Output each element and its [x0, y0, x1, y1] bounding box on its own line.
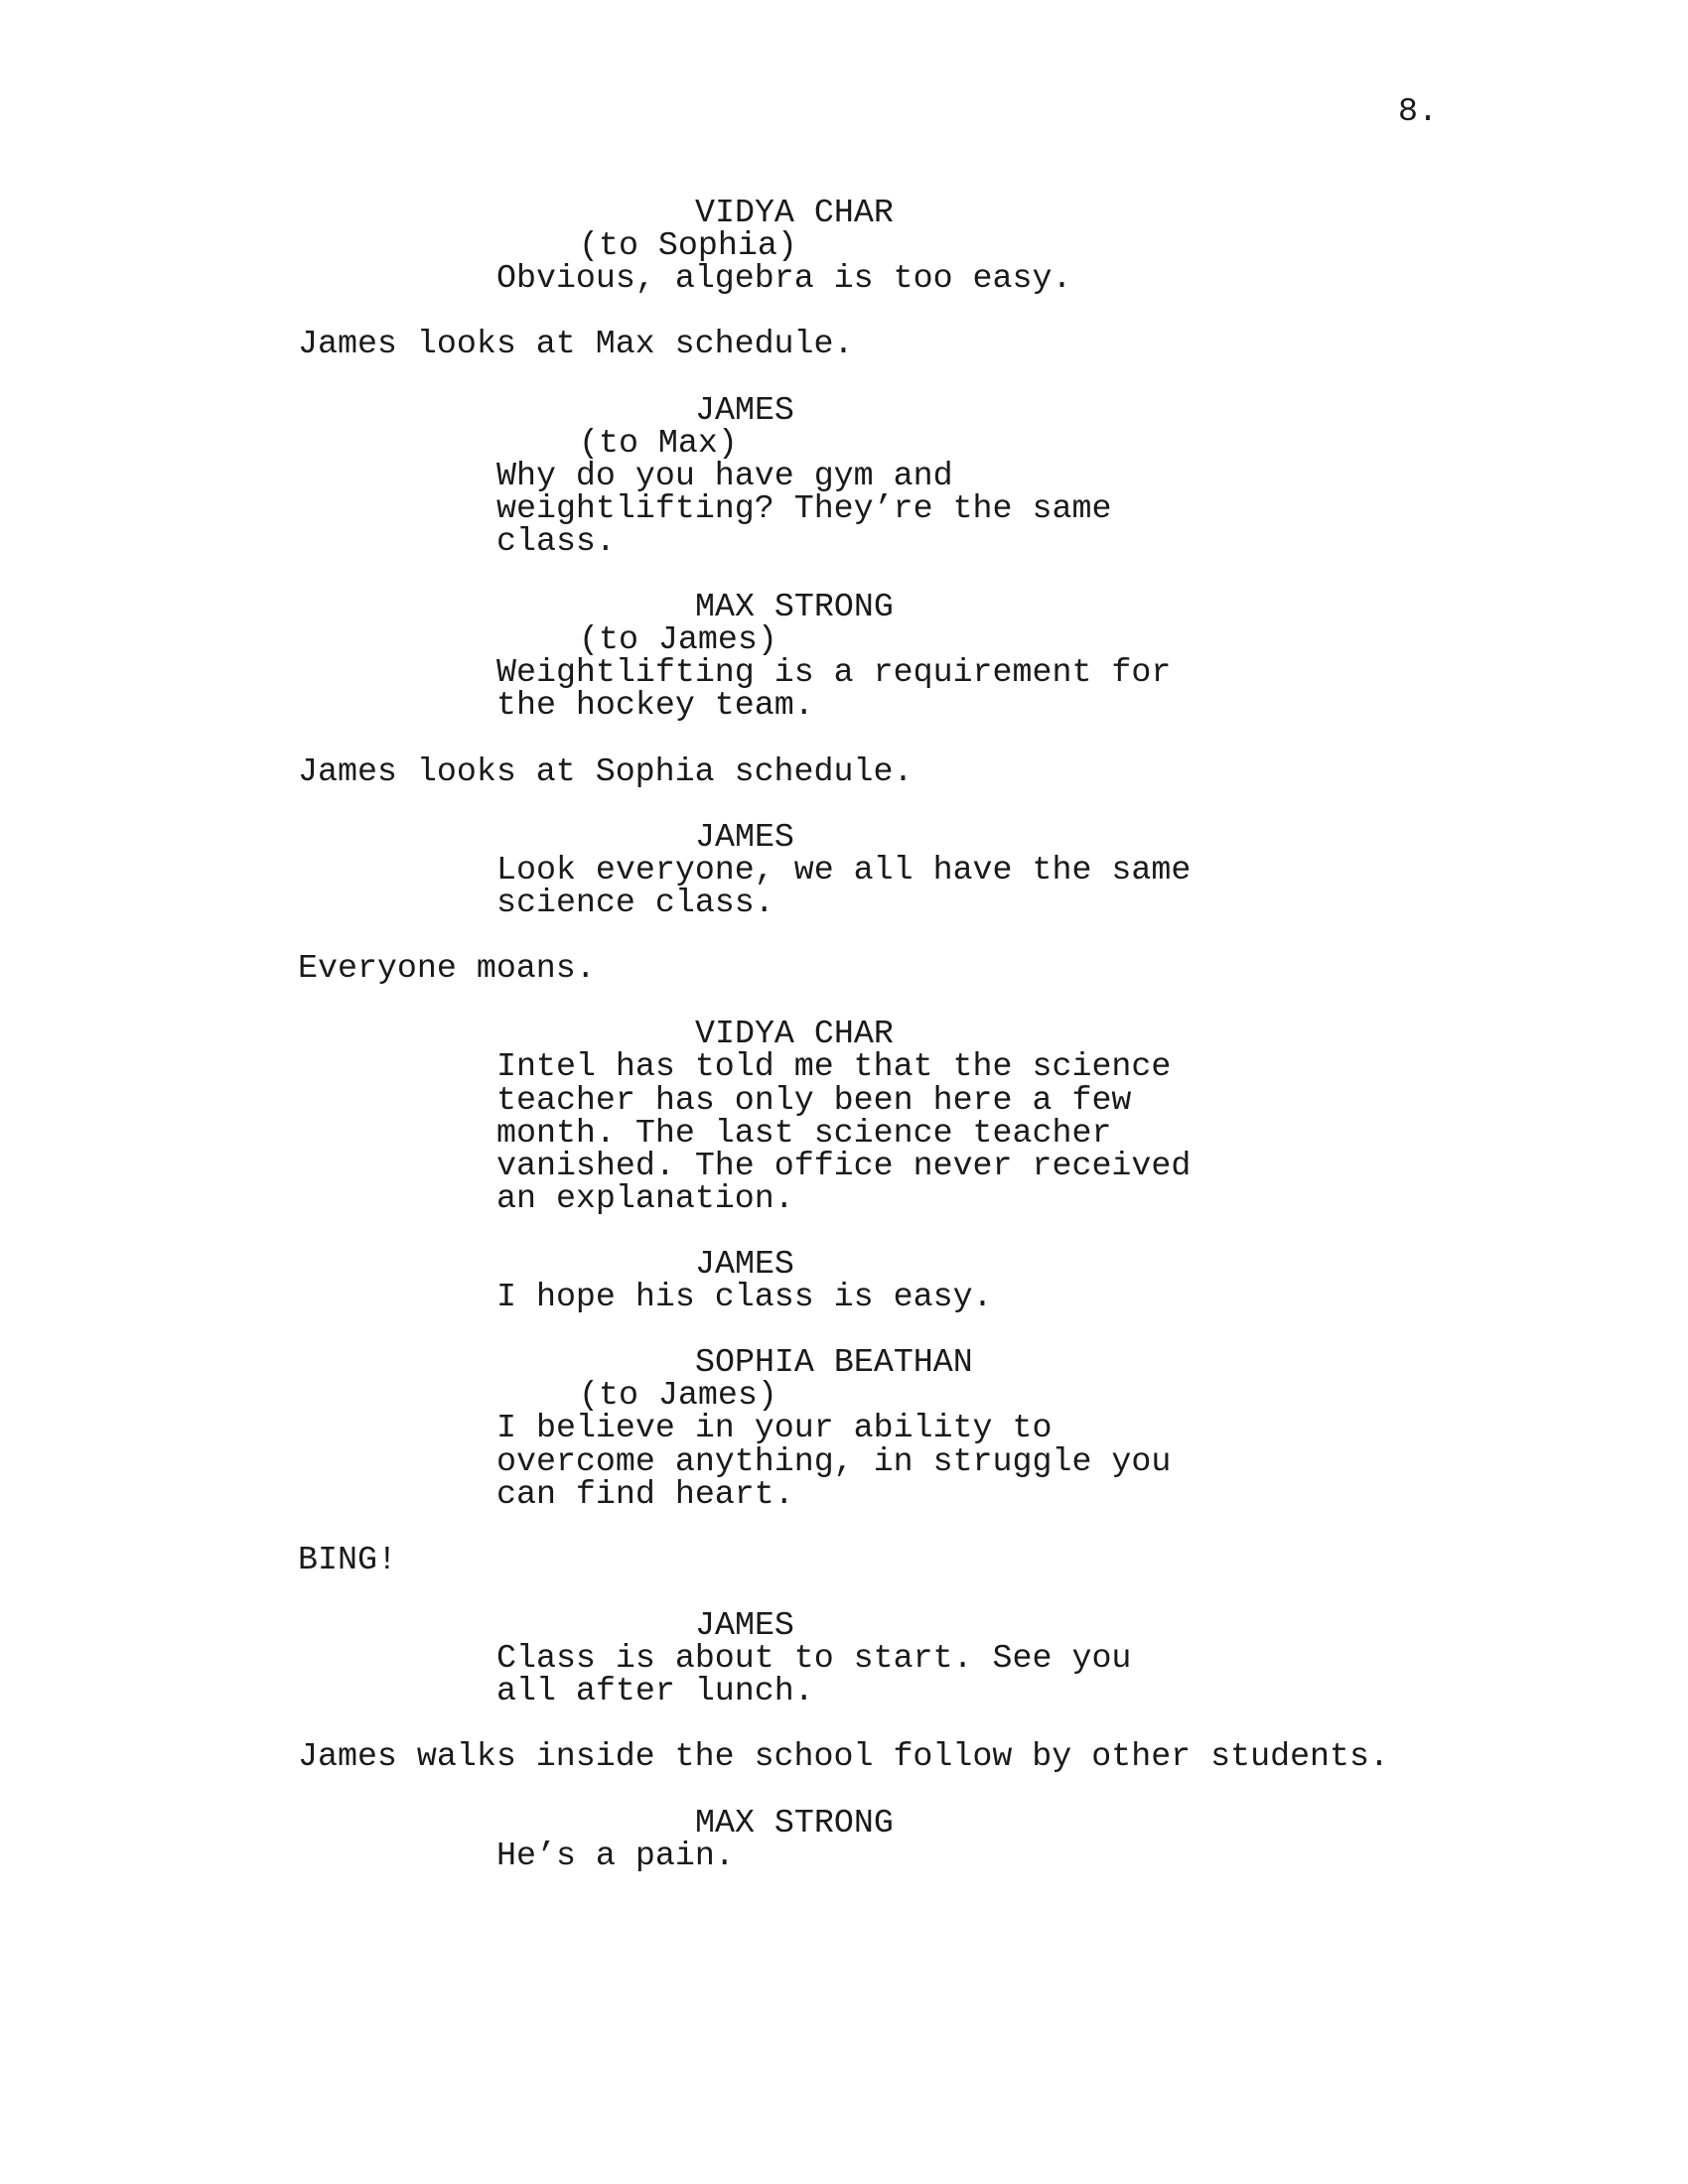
- screenplay-body: [298, 194, 1440, 1874]
- character-name: JAMES: [695, 1245, 794, 1283]
- action-block: [298, 1737, 1440, 1776]
- parenthetical: (to James): [579, 620, 777, 659]
- dialogue-line: month. The last science teacher: [496, 1113, 1112, 1152]
- dialogue-line: Obvious, algebra is too easy.: [496, 259, 1072, 298]
- character-name: SOPHIA BEATHAN: [695, 1343, 973, 1382]
- dialogue-line: the hockey team.: [496, 686, 814, 725]
- character-name: VIDYA CHAR: [695, 194, 894, 231]
- block-spacer: [298, 1313, 1440, 1346]
- block-spacer: [298, 558, 1440, 591]
- dialogue-line: Why do you have gym and: [496, 456, 953, 494]
- block-spacer: [298, 360, 1440, 393]
- block-spacer: [298, 295, 1440, 328]
- block-spacer: [298, 985, 1440, 1018]
- block-spacer: [298, 723, 1440, 755]
- dialogue-line: science class.: [496, 883, 774, 921]
- dialogue-block: [298, 194, 1440, 298]
- page-number: 8.: [1398, 92, 1438, 130]
- action-block: [298, 1540, 1440, 1578]
- character-name: JAMES: [695, 1606, 794, 1645]
- block-spacer: [298, 1576, 1440, 1609]
- action-block: [298, 325, 1440, 363]
- dialogue-line: Look everyone, we all have the same: [496, 850, 1192, 888]
- block-spacer: [298, 1511, 1440, 1544]
- parenthetical: (to Sophia): [579, 226, 797, 265]
- character-name: VIDYA CHAR: [695, 1015, 894, 1053]
- dialogue-block: [298, 1245, 1440, 1316]
- character-name: MAX STRONG: [695, 588, 894, 626]
- dialogue-block: [298, 1343, 1440, 1513]
- dialogue-line: an explanation.: [496, 1178, 794, 1217]
- character-name: JAMES: [695, 817, 794, 856]
- action-block: [298, 949, 1440, 988]
- block-spacer: [298, 1215, 1440, 1248]
- dialogue-line: class.: [496, 521, 616, 560]
- dialogue-line: all after lunch.: [496, 1672, 814, 1710]
- dialogue-line: Class is about to start. See you: [496, 1639, 1132, 1678]
- action-line: BING!: [298, 1540, 397, 1578]
- dialogue-line: He’s a pain.: [496, 1836, 735, 1874]
- dialogue-line: overcome anything, in struggle you: [496, 1441, 1172, 1480]
- dialogue-line: vanished. The office never received: [496, 1146, 1192, 1184]
- dialogue-block: [298, 588, 1440, 725]
- dialogue-line: weightlifting? They’re the same: [496, 488, 1112, 527]
- dialogue-line: I hope his class is easy.: [496, 1278, 993, 1316]
- action-line: James walks inside the school follow by other students.: [298, 1737, 1389, 1776]
- parenthetical: (to James): [579, 1376, 777, 1415]
- character-name: MAX STRONG: [695, 1803, 894, 1842]
- dialogue-line: I believe in your ability to: [496, 1409, 1053, 1447]
- block-spacer: [298, 919, 1440, 952]
- dialogue-block: [298, 817, 1440, 921]
- dialogue-block: [298, 1606, 1440, 1710]
- character-name: JAMES: [695, 390, 794, 429]
- dialogue-line: Intel has told me that the science: [496, 1047, 1172, 1086]
- dialogue-line: Weightlifting is a requirement for: [496, 653, 1172, 692]
- dialogue-block: [298, 1015, 1440, 1217]
- block-spacer: [298, 1707, 1440, 1740]
- block-spacer: [298, 1774, 1440, 1807]
- action-line: Everyone moans.: [298, 949, 596, 988]
- dialogue-block: [298, 1803, 1440, 1874]
- action-block: [298, 751, 1440, 790]
- action-line: James looks at Max schedule.: [298, 325, 854, 363]
- block-spacer: [298, 788, 1440, 821]
- dialogue-line: can find heart.: [496, 1474, 794, 1513]
- dialogue-block: [298, 390, 1440, 560]
- dialogue-line: teacher has only been here a few: [496, 1080, 1132, 1119]
- action-line: James looks at Sophia schedule.: [298, 751, 914, 790]
- parenthetical: (to Max): [579, 423, 738, 462]
